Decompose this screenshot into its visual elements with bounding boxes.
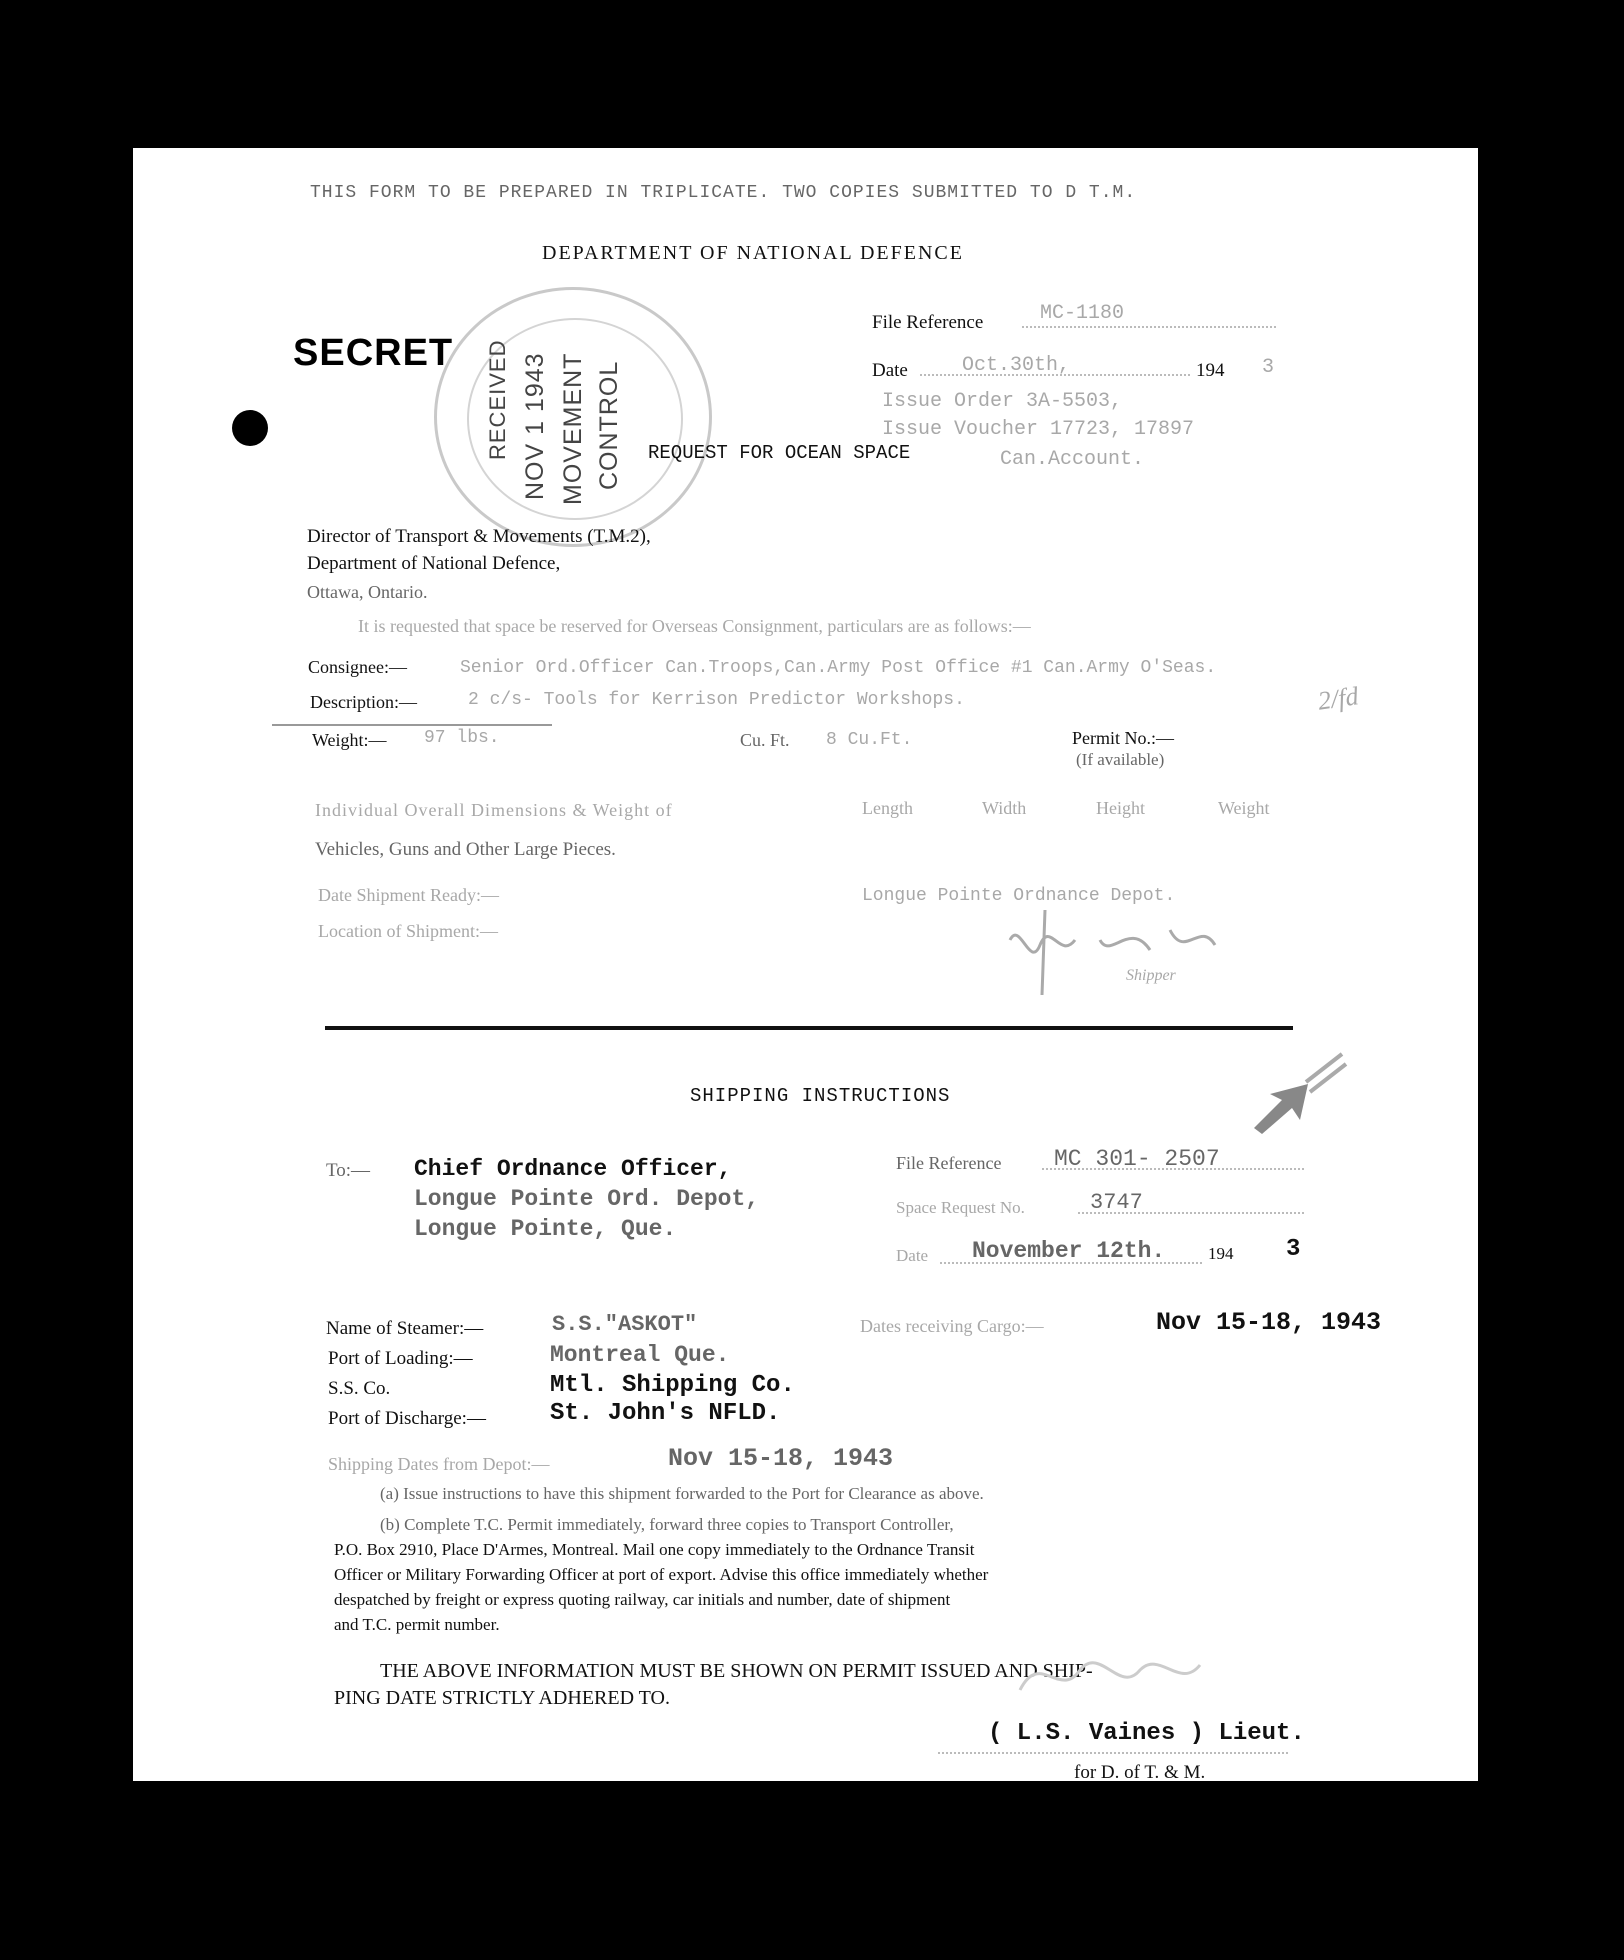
paragraph-b-line: despatched by freight or express quoting railway, car initials and number, date of shipment <box>334 1590 951 1609</box>
addressee-line: Director of Transport & Movements (T.M.2), <box>307 526 651 547</box>
paragraph-b-line: P.O. Box 2910, Place D'Armes, Montreal. Mail one copy immediately to the Ordnance Transit <box>334 1540 975 1559</box>
paragraph-b-line: Officer or Military Forwarding Officer at port of export. Advise this office immediately whether <box>334 1565 989 1584</box>
date-year-prefix: 194 <box>1196 360 1225 381</box>
notice-line: THE ABOVE INFORMATION MUST BE SHOWN ON PERMIT ISSUED AND SHIP- <box>380 1660 1093 1682</box>
ss-co-value: Mtl. Shipping Co. <box>550 1372 795 1399</box>
account-type: Can.Account. <box>1000 448 1145 471</box>
dimension-header-weight: Weight <box>1218 798 1270 818</box>
to-label: To:— <box>326 1160 371 1181</box>
shipping-year-suffix: 3 <box>1286 1236 1301 1263</box>
dimension-header-height: Height <box>1096 798 1145 818</box>
issue-order: Issue Order 3A-5503, <box>882 390 1123 413</box>
ss-co-label: S.S. Co. <box>328 1378 391 1399</box>
shipper-signature <box>1000 900 1240 1000</box>
depot-dates-value: Nov 15-18, 1943 <box>668 1444 894 1473</box>
to-line: Longue Pointe, Que. <box>414 1216 677 1242</box>
port-loading-label: Port of Loading:— <box>328 1348 473 1369</box>
shipper-label: Shipper <box>1126 967 1176 984</box>
file-reference-value: MC-1180 <box>1040 302 1125 325</box>
port-discharge-value: St. John's NFLD. <box>550 1400 781 1427</box>
dimension-header-length: Length <box>862 798 913 818</box>
location-value: Longue Pointe Ordnance Depot. <box>862 886 1176 906</box>
stamp-control: CONTROL <box>595 360 623 490</box>
document-page <box>133 148 1478 1781</box>
punch-hole <box>232 410 268 446</box>
section-divider <box>325 1026 1293 1030</box>
triplicate-note: THIS FORM TO BE PREPARED IN TRIPLICATE. TWO COPIES SUBMITTED TO D T.M. <box>310 183 1137 203</box>
paragraph-b-line: and T.C. permit number. <box>334 1615 500 1634</box>
stamp-movement: MOVEMENT <box>559 352 587 505</box>
date-year-suffix: 3 <box>1262 356 1275 379</box>
shipping-file-reference-label: File Reference <box>896 1153 1002 1173</box>
department-heading: DEPARTMENT OF NATIONAL DEFENCE <box>542 242 964 264</box>
stamp-date: NOV 1 1943 <box>521 352 549 500</box>
dates-cargo-value: Nov 15-18, 1943 <box>1156 1308 1382 1337</box>
space-request-label: Space Request No. <box>896 1198 1025 1217</box>
permit-label: Permit No.:— <box>1072 728 1174 748</box>
weight-value: 97 lbs. <box>424 728 500 748</box>
cuft-value: 8 Cu.Ft. <box>826 730 913 750</box>
issue-voucher: Issue Voucher 17723, 17897 <box>882 418 1195 441</box>
dimension-header-width: Width <box>982 798 1027 818</box>
steamer-label: Name of Steamer:— <box>326 1318 484 1339</box>
shipping-file-reference-value: MC 301- 2507 <box>1054 1146 1220 1172</box>
dimensions-line: Vehicles, Guns and Other Large Pieces. <box>315 839 616 860</box>
request-intro: It is requested that space be reserved for Overseas Consignment, particulars are as follows:— <box>358 616 1031 636</box>
port-loading-value: Montreal Que. <box>550 1342 730 1368</box>
shipping-date-label: Date <box>896 1246 929 1265</box>
shipping-year-prefix: 194 <box>1208 1244 1234 1263</box>
signatory-name: ( L.S. Vaines ) Lieut. <box>988 1720 1305 1747</box>
to-line: Chief Ordnance Officer, <box>414 1156 732 1182</box>
port-discharge-label: Port of Discharge:— <box>328 1408 486 1429</box>
addressee-line: Department of National Defence, <box>307 553 561 574</box>
cuft-label: Cu. Ft. <box>740 730 790 750</box>
description-note: 2/fd <box>1316 681 1361 716</box>
received-stamp <box>434 287 712 547</box>
dates-cargo-label: Dates receiving Cargo:— <box>860 1316 1044 1336</box>
permit-note: (If available) <box>1076 750 1165 769</box>
depot-dates-label: Shipping Dates from Depot:— <box>328 1454 550 1474</box>
date-label: Date <box>872 360 908 381</box>
consignee-label: Consignee:— <box>308 657 407 677</box>
stamp-received: RECEIVED <box>485 339 510 460</box>
addressee-line: Ottawa, Ontario. <box>307 582 428 602</box>
dimensions-line: Individual Overall Dimensions & Weight of <box>315 800 673 820</box>
date-value: Oct.30th, <box>962 354 1071 377</box>
arrow-icon <box>1246 1046 1356 1136</box>
weight-label: Weight:— <box>312 730 387 750</box>
paragraph-a: (a) Issue instructions to have this shipment forwarded to the Port for Clearance as above. <box>380 1484 984 1503</box>
shipping-title: SHIPPING INSTRUCTIONS <box>690 1085 951 1107</box>
consignee-value: Senior Ord.Officer Can.Troops,Can.Army Post Office #1 Can.Army O'Seas. <box>460 658 1217 678</box>
shipping-date-value: November 12th. <box>972 1238 1166 1264</box>
space-request-value: 3747 <box>1090 1190 1143 1215</box>
steamer-value: S.S."ASKOT" <box>552 1312 698 1337</box>
description-value: 2 c/s- Tools for Kerrison Predictor Workshops. <box>468 690 965 710</box>
request-title: REQUEST FOR OCEAN SPACE <box>648 442 911 464</box>
paragraph-b-line: (b) Complete T.C. Permit immediately, forward three copies to Transport Controller, <box>380 1515 954 1534</box>
location-label: Location of Shipment:— <box>318 921 498 941</box>
notice-line: PING DATE STRICTLY ADHERED TO. <box>334 1687 670 1709</box>
description-label: Description:— <box>310 692 417 712</box>
ready-label: Date Shipment Ready:— <box>318 885 499 905</box>
secret-classification: SECRET <box>293 332 454 374</box>
to-line: Longue Pointe Ord. Depot, <box>414 1186 760 1212</box>
signatory-signature <box>1010 1640 1210 1710</box>
file-reference-label: File Reference <box>872 312 984 333</box>
for-line: for D. of T. & M. <box>1074 1762 1206 1783</box>
